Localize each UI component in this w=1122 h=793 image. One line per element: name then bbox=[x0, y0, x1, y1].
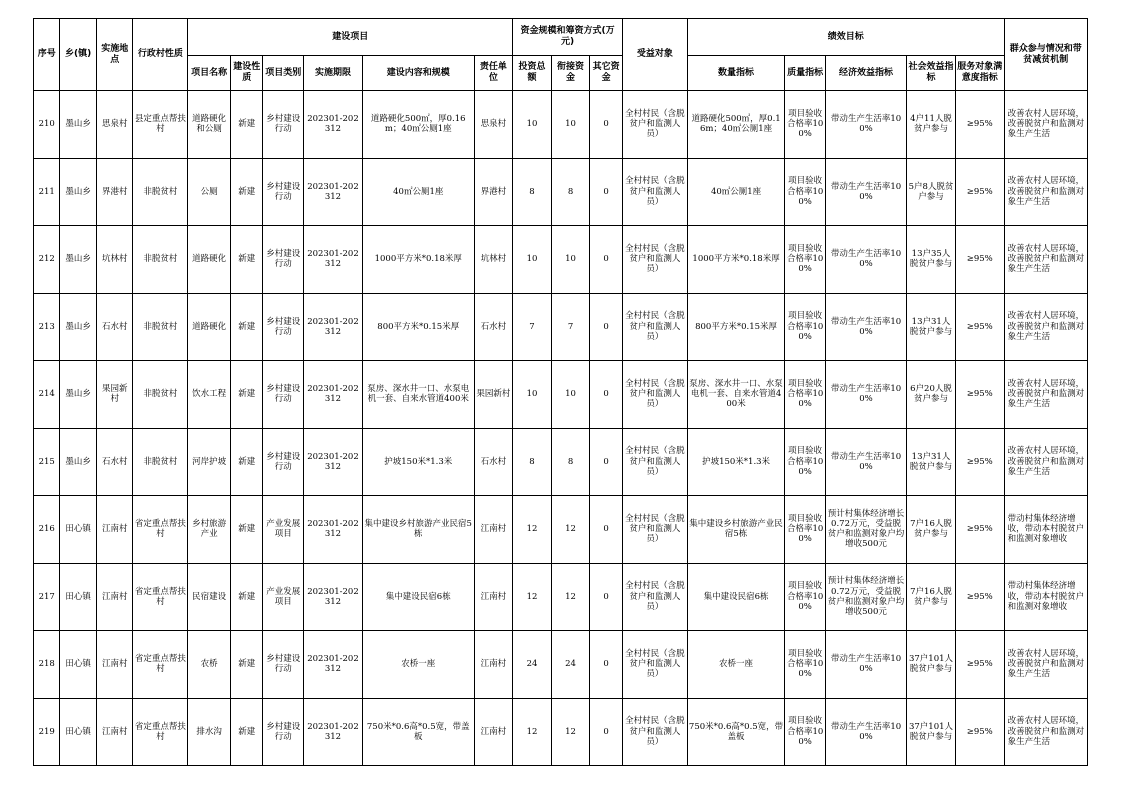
header-responsible: 责任单位 bbox=[474, 56, 513, 91]
cell-seq: 211 bbox=[34, 158, 60, 226]
cell-nature: 新建 bbox=[230, 698, 262, 766]
cell-total: 10 bbox=[513, 226, 552, 294]
cell-satisfaction: ≥95% bbox=[955, 698, 1004, 766]
cell-site: 江南村 bbox=[96, 496, 133, 564]
cell-site: 界港村 bbox=[96, 158, 133, 226]
cell-social: 13户31人脱贫户参与 bbox=[907, 293, 956, 361]
header-beneficiary: 受益对象 bbox=[622, 19, 687, 91]
cell-economic: 带动生产生活率100% bbox=[825, 428, 906, 496]
cell-social: 13户35人脱贫户参与 bbox=[907, 226, 956, 294]
cell-participation: 带动村集体经济增收，带动本村脱贫户和监测对象增收 bbox=[1004, 563, 1087, 631]
cell-satisfaction: ≥95% bbox=[955, 428, 1004, 496]
cell-category: 乡村建设行动 bbox=[263, 428, 304, 496]
cell-economic: 带动生产生活率100% bbox=[825, 158, 906, 226]
cell-nature: 新建 bbox=[230, 563, 262, 631]
cell-project-name: 道路硬化 bbox=[188, 226, 231, 294]
cell-satisfaction: ≥95% bbox=[955, 496, 1004, 564]
header-quality: 质量指标 bbox=[785, 56, 826, 91]
header-village-type: 行政村性质 bbox=[133, 19, 188, 91]
cell-other: 0 bbox=[590, 293, 623, 361]
header-town: 乡(镇) bbox=[60, 19, 97, 91]
cell-total: 10 bbox=[513, 361, 552, 429]
cell-seq: 218 bbox=[34, 631, 60, 699]
cell-seq: 214 bbox=[34, 361, 60, 429]
cell-beneficiary: 全村村民（含脱贫户和监测人员） bbox=[622, 91, 687, 159]
cell-quantity: 道路硬化500㎡，厚0.16m；40㎡公厕1座 bbox=[687, 91, 784, 159]
cell-participation: 改善农村人居环境，改善脱贫户和监测对象生产生活 bbox=[1004, 361, 1087, 429]
cell-category: 乡村建设行动 bbox=[263, 698, 304, 766]
header-linked: 衔接资金 bbox=[551, 56, 590, 91]
cell-period: 202301-202312 bbox=[304, 698, 363, 766]
cell-linked: 12 bbox=[551, 496, 590, 564]
cell-seq: 217 bbox=[34, 563, 60, 631]
header-content: 建设内容和规模 bbox=[362, 56, 474, 91]
cell-quality: 项目验收合格率100% bbox=[785, 428, 826, 496]
cell-site: 江南村 bbox=[96, 631, 133, 699]
header-site: 实施地点 bbox=[96, 19, 133, 91]
cell-total: 24 bbox=[513, 631, 552, 699]
cell-economic: 带动生产生活率100% bbox=[825, 293, 906, 361]
header-nature: 建设性质 bbox=[230, 56, 262, 91]
cell-total: 8 bbox=[513, 428, 552, 496]
header-performance-group: 绩效目标 bbox=[687, 19, 1004, 56]
cell-economic: 带动生产生活率100% bbox=[825, 361, 906, 429]
cell-other: 0 bbox=[590, 631, 623, 699]
header-participation: 群众参与情况和带贫减贫机制 bbox=[1004, 19, 1087, 91]
cell-site: 果园新村 bbox=[96, 361, 133, 429]
cell-total: 10 bbox=[513, 91, 552, 159]
cell-category: 乡村建设行动 bbox=[263, 91, 304, 159]
cell-other: 0 bbox=[590, 158, 623, 226]
cell-category: 乡村建设行动 bbox=[263, 293, 304, 361]
cell-site: 石水村 bbox=[96, 293, 133, 361]
table-row bbox=[34, 631, 1088, 699]
cell-town: 墨山乡 bbox=[60, 361, 97, 429]
cell-beneficiary: 全村村民（含脱贫户和监测人员） bbox=[622, 361, 687, 429]
cell-linked: 12 bbox=[551, 563, 590, 631]
cell-total: 12 bbox=[513, 563, 552, 631]
cell-period: 202301-202312 bbox=[304, 226, 363, 294]
cell-town: 墨山乡 bbox=[60, 226, 97, 294]
cell-content: 护坡150米*1.3米 bbox=[362, 428, 474, 496]
cell-category: 乡村建设行动 bbox=[263, 361, 304, 429]
cell-beneficiary: 全村村民（含脱贫户和监测人员） bbox=[622, 293, 687, 361]
table-row bbox=[34, 226, 1088, 294]
cell-linked: 10 bbox=[551, 226, 590, 294]
cell-village-type: 省定重点帮扶村 bbox=[133, 496, 188, 564]
cell-economic: 带动生产生活率100% bbox=[825, 631, 906, 699]
cell-project-name: 乡村旅游产业 bbox=[188, 496, 231, 564]
header-category: 项目类别 bbox=[263, 56, 304, 91]
cell-responsible: 果园新村 bbox=[474, 361, 513, 429]
cell-quality: 项目验收合格率100% bbox=[785, 361, 826, 429]
cell-period: 202301-202312 bbox=[304, 428, 363, 496]
cell-total: 8 bbox=[513, 158, 552, 226]
cell-social: 37户101人脱贫户参与 bbox=[907, 631, 956, 699]
header-satisfaction: 服务对象满意度指标 bbox=[955, 56, 1004, 91]
cell-responsible: 江南村 bbox=[474, 496, 513, 564]
cell-seq: 219 bbox=[34, 698, 60, 766]
cell-quantity: 泵房、深水井一口、水泵电机一套、自来水管道400米 bbox=[687, 361, 784, 429]
cell-village-type: 省定重点帮扶村 bbox=[133, 698, 188, 766]
cell-content: 集中建设民宿6栋 bbox=[362, 563, 474, 631]
cell-village-type: 非脱贫村 bbox=[133, 428, 188, 496]
cell-satisfaction: ≥95% bbox=[955, 361, 1004, 429]
header-economic: 经济效益指标 bbox=[825, 56, 906, 91]
header-funds-group: 资金规模和筹资方式(万元) bbox=[513, 19, 623, 56]
cell-seq: 212 bbox=[34, 226, 60, 294]
cell-seq: 216 bbox=[34, 496, 60, 564]
cell-linked: 12 bbox=[551, 698, 590, 766]
cell-town: 田心镇 bbox=[60, 698, 97, 766]
cell-quality: 项目验收合格率100% bbox=[785, 698, 826, 766]
cell-period: 202301-202312 bbox=[304, 496, 363, 564]
cell-linked: 8 bbox=[551, 428, 590, 496]
cell-quantity: 农桥一座 bbox=[687, 631, 784, 699]
cell-beneficiary: 全村村民（含脱贫户和监测人员） bbox=[622, 428, 687, 496]
cell-participation: 改善农村人居环境，改善脱贫户和监测对象生产生活 bbox=[1004, 428, 1087, 496]
table-row bbox=[34, 496, 1088, 564]
cell-town: 田心镇 bbox=[60, 563, 97, 631]
cell-quality: 项目验收合格率100% bbox=[785, 496, 826, 564]
cell-quality: 项目验收合格率100% bbox=[785, 563, 826, 631]
cell-responsible: 石水村 bbox=[474, 428, 513, 496]
cell-participation: 改善农村人居环境，改善脱贫户和监测对象生产生活 bbox=[1004, 631, 1087, 699]
table-row bbox=[34, 428, 1088, 496]
cell-social: 7户16人脱贫户参与 bbox=[907, 563, 956, 631]
cell-seq: 210 bbox=[34, 91, 60, 159]
cell-nature: 新建 bbox=[230, 91, 262, 159]
cell-category: 乡村建设行动 bbox=[263, 158, 304, 226]
cell-total: 12 bbox=[513, 698, 552, 766]
header-social: 社会效益指标 bbox=[907, 56, 956, 91]
cell-content: 农桥一座 bbox=[362, 631, 474, 699]
cell-social: 4户11人脱贫户参与 bbox=[907, 91, 956, 159]
cell-satisfaction: ≥95% bbox=[955, 563, 1004, 631]
cell-economic: 预计村集体经济增长0.72万元，受益脱贫户和监测对象户均增收500元 bbox=[825, 563, 906, 631]
cell-nature: 新建 bbox=[230, 361, 262, 429]
cell-town: 田心镇 bbox=[60, 496, 97, 564]
cell-satisfaction: ≥95% bbox=[955, 293, 1004, 361]
table-row bbox=[34, 698, 1088, 766]
cell-other: 0 bbox=[590, 91, 623, 159]
header-row-sub bbox=[34, 56, 1088, 91]
cell-project-name: 道路硬化和公厕 bbox=[188, 91, 231, 159]
cell-village-type: 非脱贫村 bbox=[133, 361, 188, 429]
cell-content: 800平方米*0.15米厚 bbox=[362, 293, 474, 361]
cell-responsible: 江南村 bbox=[474, 631, 513, 699]
cell-content: 750米*0.6高*0.5宽，带盖板 bbox=[362, 698, 474, 766]
cell-beneficiary: 全村村民（含脱贫户和监测人员） bbox=[622, 158, 687, 226]
cell-nature: 新建 bbox=[230, 496, 262, 564]
cell-category: 产业发展项目 bbox=[263, 496, 304, 564]
cell-seq: 215 bbox=[34, 428, 60, 496]
cell-responsible: 石水村 bbox=[474, 293, 513, 361]
cell-social: 5户8人脱贫户参与 bbox=[907, 158, 956, 226]
cell-nature: 新建 bbox=[230, 158, 262, 226]
cell-project-name: 公厕 bbox=[188, 158, 231, 226]
table-row bbox=[34, 293, 1088, 361]
header-project-name: 项目名称 bbox=[188, 56, 231, 91]
cell-site: 思泉村 bbox=[96, 91, 133, 159]
cell-social: 37户101人脱贫户参与 bbox=[907, 698, 956, 766]
cell-other: 0 bbox=[590, 226, 623, 294]
cell-quality: 项目验收合格率100% bbox=[785, 158, 826, 226]
cell-quality: 项目验收合格率100% bbox=[785, 91, 826, 159]
cell-beneficiary: 全村村民（含脱贫户和监测人员） bbox=[622, 563, 687, 631]
cell-project-name: 农桥 bbox=[188, 631, 231, 699]
cell-quantity: 40㎡公厕1座 bbox=[687, 158, 784, 226]
header-seq: 序号 bbox=[34, 19, 60, 91]
header-row-top bbox=[34, 19, 1088, 56]
cell-town: 墨山乡 bbox=[60, 91, 97, 159]
cell-category: 产业发展项目 bbox=[263, 563, 304, 631]
cell-content: 40㎡公厕1座 bbox=[362, 158, 474, 226]
cell-project-name: 河岸护坡 bbox=[188, 428, 231, 496]
cell-beneficiary: 全村村民（含脱贫户和监测人员） bbox=[622, 496, 687, 564]
table-row bbox=[34, 158, 1088, 226]
cell-period: 202301-202312 bbox=[304, 91, 363, 159]
cell-site: 坑林村 bbox=[96, 226, 133, 294]
cell-content: 道路硬化500㎡，厚0.16m；40㎡公厕1座 bbox=[362, 91, 474, 159]
cell-period: 202301-202312 bbox=[304, 293, 363, 361]
cell-category: 乡村建设行动 bbox=[263, 631, 304, 699]
cell-period: 202301-202312 bbox=[304, 563, 363, 631]
cell-beneficiary: 全村村民（含脱贫户和监测人员） bbox=[622, 631, 687, 699]
header-other: 其它资金 bbox=[590, 56, 623, 91]
cell-village-type: 县定重点帮扶村 bbox=[133, 91, 188, 159]
cell-site: 江南村 bbox=[96, 563, 133, 631]
cell-seq: 213 bbox=[34, 293, 60, 361]
cell-content: 集中建设乡村旅游产业民宿5栋 bbox=[362, 496, 474, 564]
cell-village-type: 省定重点帮扶村 bbox=[133, 563, 188, 631]
cell-nature: 新建 bbox=[230, 226, 262, 294]
cell-town: 墨山乡 bbox=[60, 428, 97, 496]
cell-other: 0 bbox=[590, 428, 623, 496]
table-row bbox=[34, 361, 1088, 429]
cell-site: 石水村 bbox=[96, 428, 133, 496]
cell-responsible: 界港村 bbox=[474, 158, 513, 226]
cell-participation: 改善农村人居环境，改善脱贫户和监测对象生产生活 bbox=[1004, 293, 1087, 361]
cell-content: 泵房、深水井一口、水泵电机一套、自来水管道400米 bbox=[362, 361, 474, 429]
cell-social: 13户31人脱贫户参与 bbox=[907, 428, 956, 496]
table-row bbox=[34, 563, 1088, 631]
cell-participation: 改善农村人居环境，改善脱贫户和监测对象生产生活 bbox=[1004, 698, 1087, 766]
cell-other: 0 bbox=[590, 698, 623, 766]
cell-village-type: 非脱贫村 bbox=[133, 293, 188, 361]
cell-town: 田心镇 bbox=[60, 631, 97, 699]
cell-economic: 预计村集体经济增长0.72万元，受益脱贫户和监测对象户均增收500元 bbox=[825, 496, 906, 564]
cell-responsible: 思泉村 bbox=[474, 91, 513, 159]
cell-economic: 带动生产生活率100% bbox=[825, 91, 906, 159]
cell-village-type: 非脱贫村 bbox=[133, 226, 188, 294]
cell-responsible: 江南村 bbox=[474, 698, 513, 766]
cell-linked: 7 bbox=[551, 293, 590, 361]
cell-project-name: 道路硬化 bbox=[188, 293, 231, 361]
cell-participation: 改善农村人居环境，改善脱贫户和监测对象生产生活 bbox=[1004, 226, 1087, 294]
cell-town: 墨山乡 bbox=[60, 293, 97, 361]
cell-social: 7户16人脱贫户参与 bbox=[907, 496, 956, 564]
cell-village-type: 非脱贫村 bbox=[133, 158, 188, 226]
cell-satisfaction: ≥95% bbox=[955, 226, 1004, 294]
cell-responsible: 坑林村 bbox=[474, 226, 513, 294]
cell-nature: 新建 bbox=[230, 293, 262, 361]
cell-satisfaction: ≥95% bbox=[955, 91, 1004, 159]
cell-nature: 新建 bbox=[230, 631, 262, 699]
cell-quality: 项目验收合格率100% bbox=[785, 631, 826, 699]
project-table bbox=[33, 18, 1088, 766]
cell-category: 乡村建设行动 bbox=[263, 226, 304, 294]
cell-participation: 改善农村人居环境，改善脱贫户和监测对象生产生活 bbox=[1004, 158, 1087, 226]
cell-economic: 带动生产生活率100% bbox=[825, 698, 906, 766]
cell-nature: 新建 bbox=[230, 428, 262, 496]
cell-beneficiary: 全村村民（含脱贫户和监测人员） bbox=[622, 226, 687, 294]
cell-satisfaction: ≥95% bbox=[955, 631, 1004, 699]
cell-quality: 项目验收合格率100% bbox=[785, 293, 826, 361]
cell-quality: 项目验收合格率100% bbox=[785, 226, 826, 294]
cell-total: 7 bbox=[513, 293, 552, 361]
cell-quantity: 800平方米*0.15米厚 bbox=[687, 293, 784, 361]
cell-other: 0 bbox=[590, 563, 623, 631]
cell-linked: 24 bbox=[551, 631, 590, 699]
cell-responsible: 江南村 bbox=[474, 563, 513, 631]
cell-period: 202301-202312 bbox=[304, 631, 363, 699]
cell-period: 202301-202312 bbox=[304, 361, 363, 429]
cell-social: 6户20人脱贫户参与 bbox=[907, 361, 956, 429]
cell-project-name: 民宿建设 bbox=[188, 563, 231, 631]
cell-participation: 改善农村人居环境，改善脱贫户和监测对象生产生活 bbox=[1004, 91, 1087, 159]
cell-period: 202301-202312 bbox=[304, 158, 363, 226]
cell-linked: 10 bbox=[551, 361, 590, 429]
cell-other: 0 bbox=[590, 361, 623, 429]
header-project-group: 建设项目 bbox=[188, 19, 513, 56]
header-period: 实施期限 bbox=[304, 56, 363, 91]
cell-participation: 带动村集体经济增收，带动本村脱贫户和监测对象增收 bbox=[1004, 496, 1087, 564]
header-quantity: 数量指标 bbox=[687, 56, 784, 91]
cell-satisfaction: ≥95% bbox=[955, 158, 1004, 226]
cell-site: 江南村 bbox=[96, 698, 133, 766]
cell-total: 12 bbox=[513, 496, 552, 564]
cell-quantity: 1000平方米*0.18米厚 bbox=[687, 226, 784, 294]
cell-project-name: 排水沟 bbox=[188, 698, 231, 766]
cell-other: 0 bbox=[590, 496, 623, 564]
cell-quantity: 集中建设乡村旅游产业民宿5栋 bbox=[687, 496, 784, 564]
cell-quantity: 750米*0.6高*0.5宽，带盖板 bbox=[687, 698, 784, 766]
cell-linked: 8 bbox=[551, 158, 590, 226]
cell-project-name: 饮水工程 bbox=[188, 361, 231, 429]
cell-economic: 带动生产生活率100% bbox=[825, 226, 906, 294]
cell-village-type: 省定重点帮扶村 bbox=[133, 631, 188, 699]
cell-town: 墨山乡 bbox=[60, 158, 97, 226]
table-row bbox=[34, 91, 1088, 159]
cell-quantity: 集中建设民宿6栋 bbox=[687, 563, 784, 631]
table-body bbox=[34, 91, 1088, 766]
header-total: 投资总额 bbox=[513, 56, 552, 91]
cell-content: 1000平方米*0.18米厚 bbox=[362, 226, 474, 294]
cell-linked: 10 bbox=[551, 91, 590, 159]
cell-quantity: 护坡150米*1.3米 bbox=[687, 428, 784, 496]
cell-beneficiary: 全村村民（含脱贫户和监测人员） bbox=[622, 698, 687, 766]
